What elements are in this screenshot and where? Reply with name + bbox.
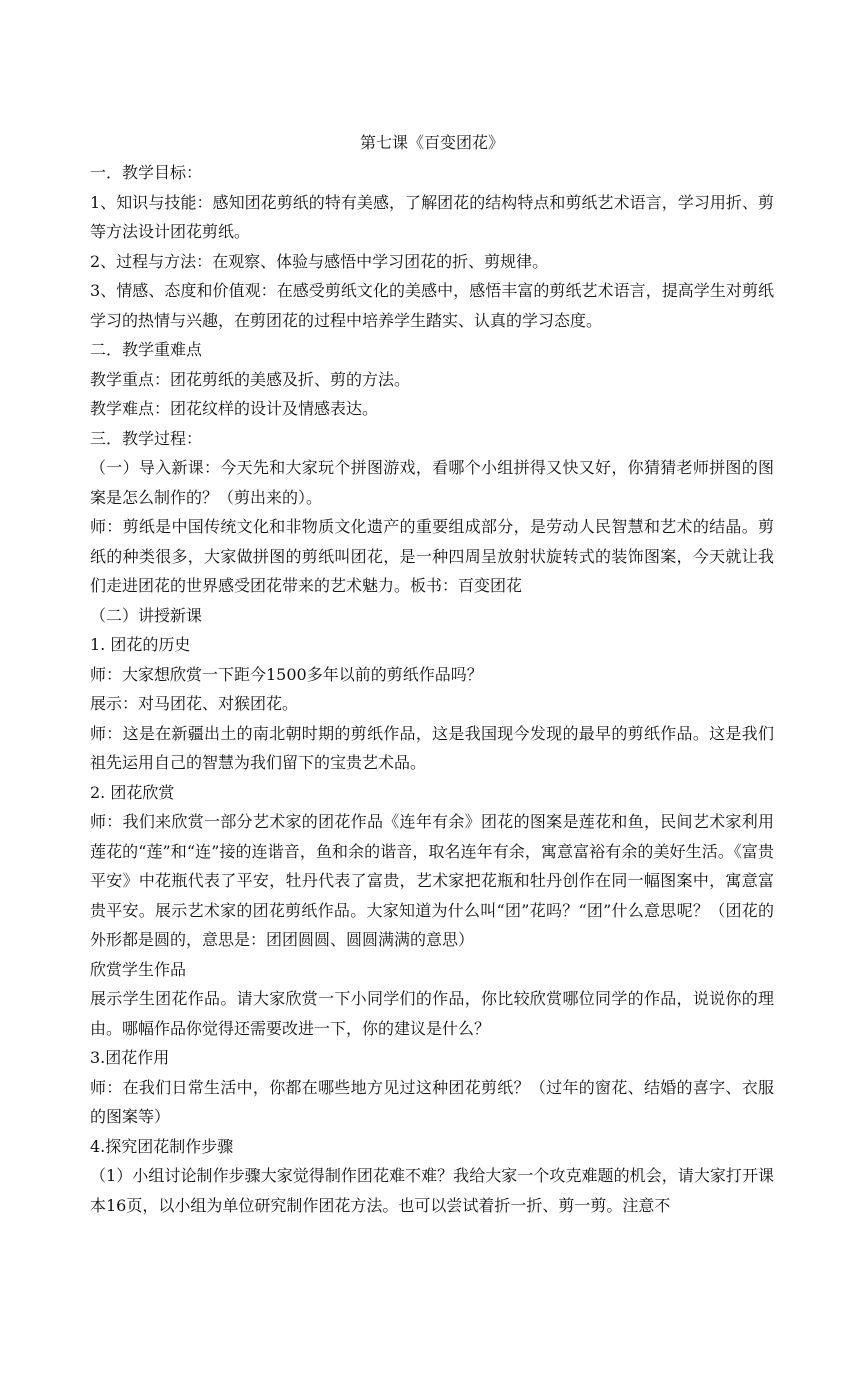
paragraph-history-show: 展示：对马团花、对猴团花。 — [90, 694, 299, 713]
paragraph-function: 师：在我们日常生活中，你都在哪些地方见过这种团花剪纸？（过年的窗花、结婚的喜字、衣服的图案等） — [90, 1077, 774, 1126]
section-heading-objectives: 一．教学目标： — [90, 163, 203, 182]
paragraph-difficult-point: 教学难点：团花纹样的设计及情感表达。 — [90, 399, 379, 418]
paragraph-process-method: 2、过程与方法：在观察、体验与感悟中学习团花的折、剪规律。 — [90, 251, 549, 271]
paragraph-emotion-attitude: 3、情感、态度和价值观：在感受剪纸文化的美感中，感悟丰富的剪纸艺术语言，提高学生对剪纸学习的热情与兴趣，在剪团花的过程中培养学生踏实、认真的学习态度。 — [90, 281, 774, 330]
paragraph-paper-cutting-intro: 师：剪纸是中国传统文化和非物质文化遗产的重要组成部分，是劳动人民智慧和艺术的结晶。剪纸的种类很多，大家做拼图的剪纸叫团花，是一种四周呈放射状旋转式的装饰图案，今天就让我们走进团花的世界感受团花带来的艺术魅力。板书：百变团花 — [90, 517, 774, 595]
subheading-student-works: 欣赏学生作品 — [90, 959, 187, 979]
paragraph-history-question: 师：大家想欣赏一下距今1500多年以前的剪纸作品吗？ — [90, 664, 483, 684]
subheading-new-lesson: （二）讲授新课 — [90, 605, 203, 625]
page-title: 第七课《百变团花》 — [359, 133, 504, 152]
paragraph-history-explain: 师：这是在新疆出土的南北朝时期的剪纸作品，这是我国现今发现的最早的剪纸作品。这是我们祖先运用自己的智慧为我们留下的宝贵艺术品。 — [90, 723, 774, 772]
paragraph-knowledge-skills: 1、知识与技能：感知团花剪纸的特有美感，了解团花的结构特点和剪纸艺术语言，学习用折、剪等方法设计团花剪纸。 — [90, 192, 774, 241]
section-heading-process: 三．教学过程： — [90, 428, 203, 448]
document-page — [90, 128, 774, 1220]
paragraph-artist-works: 师：我们来欣赏一部分艺术家的团花作品《连年有余》团花的图案是莲花和鱼，民间艺术家利用莲花的“莲”和“连”接的连谐音，鱼和余的谐音，取名连年有余，寓意富裕有余的美好生活。《富贵平安》中花瓶代表了平安，牡丹代表了富贵，艺术家把花瓶和牡丹创作在同一幅图案中，寓意富贵平安。展示艺术家的团花剪纸作品。大家知道为什么叫“团”花吗？“团”什么意思呢？（团花的外形都是圆的，意思是：团团圆圆、圆圆满满的意思） — [90, 812, 774, 949]
subheading-steps: 4.探究团花制作步骤 — [90, 1136, 234, 1156]
paragraph-group-discussion: （1）小组讨论制作步骤大家觉得制作团花难不难？我给大家一个攻克难题的机会，请大家打开课本16页，以小组为单位研究制作团花方法。也可以尝试着折一折、剪一剪。注意不 — [90, 1166, 774, 1215]
subheading-appreciation: 2. 团花欣赏 — [90, 782, 175, 802]
paragraph-student-works: 展示学生团花作品。请大家欣赏一下小同学们的作品，你比较欣赏哪位同学的作品，说说你的理由。哪幅作品你觉得还需要改进一下，你的建议是什么？ — [90, 989, 774, 1038]
subheading-history: 1. 团花的历史 — [90, 635, 191, 654]
section-heading-key-points: 二．教学重难点 — [90, 340, 203, 359]
subheading-function: 3.团花作用 — [90, 1048, 170, 1067]
paragraph-key-point: 教学重点：团花剪纸的美感及折、剪的方法。 — [90, 369, 411, 389]
paragraph-introduction: （一）导入新课：今天先和大家玩个拼图游戏，看哪个小组拼得又快又好，你猜猜老师拼图的图案是怎么制作的？（剪出来的）。 — [90, 458, 774, 507]
